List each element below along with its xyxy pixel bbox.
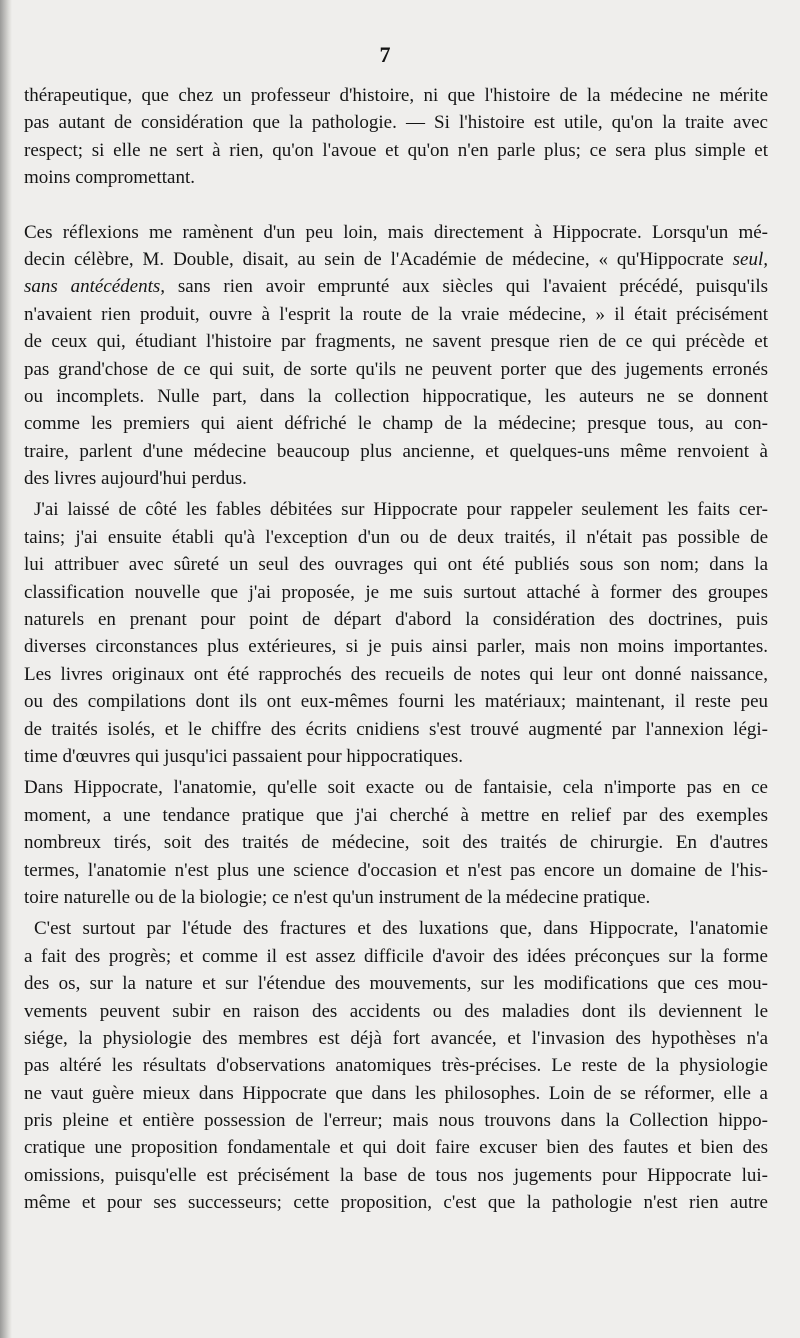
paragraph-gap: [24, 192, 768, 219]
text-line: ne vaut guère mieux dans Hippocrate que dans les philosophes. Loin de se réformer, elle a: [24, 1082, 768, 1104]
text-line: vements peuvent subir en raison des accidents ou des maladies dont ils deviennent le: [24, 1000, 768, 1022]
text-line: J'ai laissé de côté les fables débitées sur Hippocrate pour rappeler seulement les faits cer-: [34, 499, 768, 521]
italic-text: sans antécédents,: [24, 276, 166, 298]
text-line: pas autant de considération que la pathologie. — Si l'histoire est utile, qu'on la traite avec: [24, 112, 768, 134]
text-line: des os, sur la nature et sur l'étendue des mouvements, sur les modifications que ces mou-: [24, 973, 768, 995]
text-line: lui attribuer avec sûreté un seul des ouvrages qui ont été publiés sous son nom; dans la: [24, 554, 768, 576]
italic-text: seul,: [732, 248, 768, 270]
text-line: omissions, puisqu'elle est précisément la base de tous nos jugements pour Hippocrate lui-: [24, 1164, 768, 1186]
text-line: naturels en prenant pour point de départ d'abord la considération des doctrines, puis: [24, 609, 768, 631]
text-line: nombreux tirés, soit des traités de médecine, soit des traités de chirurgie. En d'autres: [24, 832, 768, 854]
text-line: Ces réflexions me ramènent d'un peu loin, mais directement à Hippocrate. Lorsqu'un mé-: [24, 221, 768, 243]
text-line: de traités isolés, et le chiffre des écrits cnidiens s'est trouvé augmenté par l'annexion légi-: [24, 718, 768, 740]
text-span: sans rien avoir emprunté aux siècles qui l'avaient précédé, puisqu'ils: [165, 276, 768, 298]
text-line: classification nouvelle que j'ai proposée, je me suis surtout attaché à former des groupes: [24, 581, 768, 603]
text-line: Dans Hippocrate, l'anatomie, qu'elle soit exacte ou de fantaisie, cela n'importe pas en ce: [24, 777, 768, 799]
text-line: moins compromettant.: [24, 167, 195, 189]
text-line: tains; j'ai ensuite établi qu'à l'exception d'un ou de deux traités, il n'était pas possible de: [24, 526, 768, 548]
text-line: time d'œuvres qui jusqu'ici passaient pour hippocratiques.: [24, 745, 464, 767]
text-line: toire naturelle ou de la biologie; ce n'est qu'un instrument de la médecine pratique.: [24, 886, 651, 908]
text-line: [24, 273, 768, 300]
text-line: thérapeutique, que chez un professeur d'histoire, ni que l'histoire de la médecine ne mérite: [24, 85, 768, 106]
paragraph: [24, 774, 768, 911]
text-line: diverses circonstances plus extérieures, si je puis ainsi parler, mais non moins importantes.: [24, 636, 768, 658]
text-span: decin célèbre, M. Double, disait, au sein de l'Académie de médecine, « qu'Hippocrate: [24, 248, 733, 270]
text-line: ou incomplets. Nulle part, dans la collection hippocratique, les auteurs ne se donnent: [24, 385, 768, 407]
text-line: C'est surtout par l'étude des fractures et des luxations que, dans Hippocrate, l'anatomie: [34, 918, 768, 940]
text-line: ou des compilations dont ils ont eux-mêmes fourni les matériaux; maintenant, il reste peu: [24, 691, 768, 713]
text-line: des livres aujourd'hui perdus.: [24, 468, 247, 490]
text-line: comme les premiers qui aient défriché le champ de la médecine; presque tous, au con-: [24, 413, 768, 435]
text-line: pas altéré les résultats d'observations anatomiques très-précises. Le reste de la physiologie: [24, 1055, 768, 1077]
text-line: pris pleine et entière possession de l'erreur; mais nous trouvons dans la Collection hippo-: [24, 1110, 768, 1132]
paragraph: [24, 496, 768, 770]
text-line: pas grand'chose de ce qui suit, de sorte qu'ils ne peuvent porter que des jugements erronés: [24, 358, 768, 380]
page-number: 7: [379, 42, 391, 67]
page-binding-edge: [0, 0, 12, 1338]
paragraph: [24, 219, 768, 493]
text-line: n'avaient rien produit, ouvre à l'esprit la route de la vraie médecine, » il était précisément: [24, 303, 768, 325]
body-text: [24, 82, 768, 1217]
text-line: siége, la physiologie des membres est déjà fort avancée, et l'invasion des hypothèses n'a: [24, 1027, 768, 1049]
text-line: termes, l'anatomie n'est plus une science d'occasion et n'est pas encore un domaine de l'his-: [24, 859, 768, 881]
text-line: cratique une proposition fondamentale et qui doit faire excuser bien des fautes et bien des: [24, 1137, 768, 1159]
paragraph: [24, 82, 768, 192]
text-line: traire, parlent d'une médecine beaucoup plus ancienne, et quelques-uns même renvoient à: [24, 440, 768, 462]
text-line: respect; si elle ne sert à rien, qu'on l'avoue et qu'on n'en parle plus; ce sera plus simple et: [24, 139, 768, 161]
text-line: a fait des progrès; et comme il est assez difficile d'avoir des idées préconçues sur la forme: [24, 945, 768, 967]
text-line: Les livres originaux ont été rapprochés des recueils de notes qui leur ont donné naissance,: [24, 663, 768, 685]
text-line: [24, 246, 768, 273]
text-line: même et pour ses successeurs; cette proposition, c'est que la pathologie n'est rien autre: [24, 1192, 768, 1214]
paragraph: [24, 915, 768, 1216]
text-line: moment, a une tendance pratique que j'ai cherché à mettre en relief par des exemples: [24, 804, 768, 826]
text-line: de ceux qui, étudiant l'histoire par fragments, ne savent presque rien de ce qui précède et: [24, 331, 768, 353]
